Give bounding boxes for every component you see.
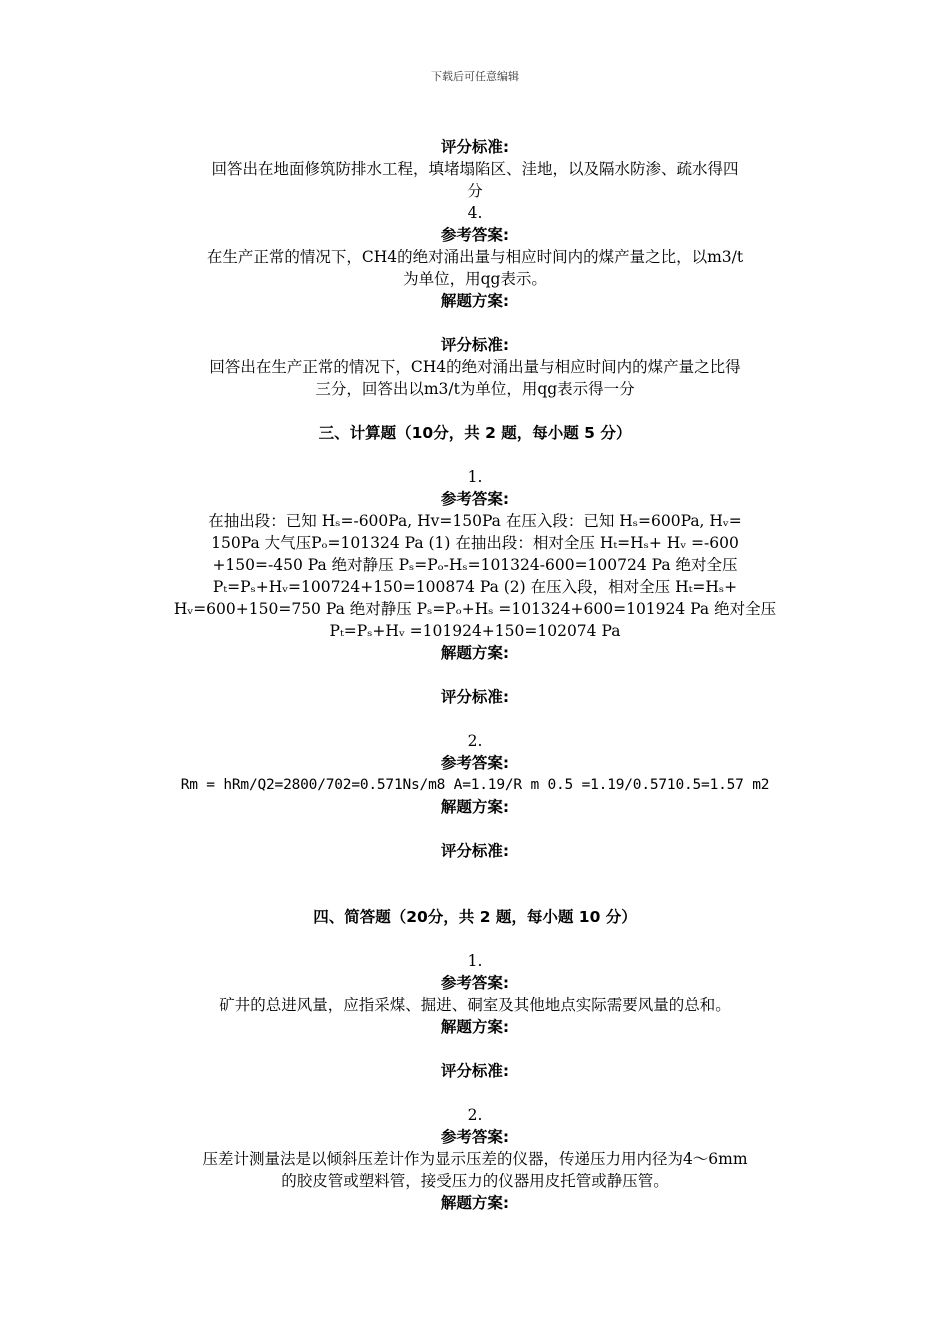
answer-label: 参考答案:: [440, 1128, 510, 1146]
question-number: 1.: [467, 952, 483, 970]
solution-label: 解题方案:: [440, 644, 510, 662]
answer-text-line: Pₜ=Pₛ+Hᵥ=100724+150=100874 Pa (2) 在压入段，相对全压 Hₜ=Hₛ+: [212, 578, 738, 596]
answer-text-line: 150Pa 大气压Pₒ=101324 Pa (1) 在抽出段：相对全压 Hₜ=Hₛ+ Hᵥ =-600: [211, 534, 739, 552]
solution-label: 解题方案:: [440, 1194, 510, 1212]
scoring-text-line: 回答出在生产正常的情况下，CH4的绝对涌出量与相应时间内的煤产量之比得: [209, 358, 741, 376]
scoring-label: 评分标准:: [440, 688, 510, 706]
header-note: 下载后可任意编辑: [431, 70, 519, 83]
answer-text-line: 为单位，用qg表示。: [403, 270, 547, 288]
answer-label: 参考答案:: [440, 974, 510, 992]
answer-text-line: Pₜ=Pₛ+Hᵥ =101924+150=102074 Pa: [329, 622, 621, 640]
scoring-text-line: 三分，回答出以m3/t为单位，用qg表示得一分: [315, 380, 635, 398]
scoring-label: 评分标准:: [440, 842, 510, 860]
answer-text-line: 的胶皮管或塑料管，接受压力的仪器用皮托管或静压管。: [281, 1172, 669, 1190]
answer-text-line: Hᵥ=600+150=750 Pa 绝对静压 Pₛ=Pₒ+Hₛ =101324+600=101924 Pa 绝对全压: [173, 600, 777, 618]
answer-label: 参考答案:: [440, 490, 510, 508]
scoring-text-line: 分: [467, 182, 483, 200]
section-title: 三、计算题（10分，共 2 题，每小题 5 分）: [318, 424, 632, 442]
answer-formula: Rm = hRm/Q2=2800/702=0.571Ns/m8 A=1.19/R m 0.5 =1.19/0.5710.5=1.57 m2: [180, 777, 770, 793]
answer-text-line: 在生产正常的情况下，CH4的绝对涌出量与相应时间内的煤产量之比，以m3/t: [206, 248, 744, 266]
question-number: 1.: [467, 468, 483, 486]
scoring-text-line: 回答出在地面修筑防排水工程，填堵塌陷区、洼地，以及隔水防渗、疏水得四: [211, 160, 739, 178]
question-number: 2.: [467, 732, 483, 750]
answer-text-line: 矿井的总进风量，应指采煤、掘进、硐室及其他地点实际需要风量的总和。: [219, 996, 731, 1014]
answer-label: 参考答案:: [440, 226, 510, 244]
scoring-label: 评分标准:: [440, 138, 510, 156]
question-number: 2.: [467, 1106, 483, 1124]
answer-label: 参考答案:: [440, 754, 510, 772]
answer-text-line: 压差计测量法是以倾斜压差计作为显示压差的仪器，传递压力用内径为4～6mm: [202, 1150, 748, 1168]
solution-label: 解题方案:: [440, 798, 510, 816]
answer-text-line: +150=-450 Pa 绝对静压 Pₛ=Pₒ-Hₛ=101324-600=100724 Pa 绝对全压: [212, 556, 738, 574]
scoring-label: 评分标准:: [440, 1062, 510, 1080]
section-title: 四、简答题（20分，共 2 题，每小题 10 分）: [313, 908, 637, 926]
question-number: 4.: [467, 204, 483, 222]
document-content: [140, 136, 810, 1214]
answer-text-line: 在抽出段：已知 Hₛ=-600Pa, Hv=150Pa 在压入段：已知 Hₛ=600Pa, Hᵥ=: [208, 512, 742, 530]
solution-label: 解题方案:: [440, 1018, 510, 1036]
solution-label: 解题方案:: [440, 292, 510, 310]
scoring-label: 评分标准:: [440, 336, 510, 354]
